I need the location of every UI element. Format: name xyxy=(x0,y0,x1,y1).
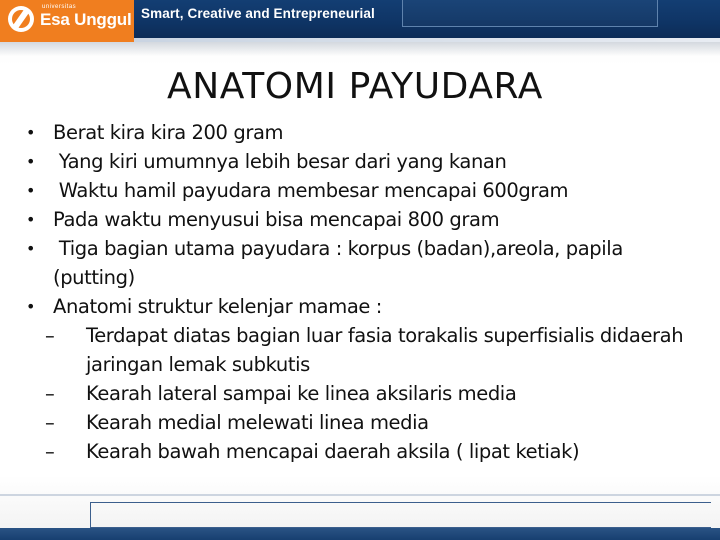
footer-bar xyxy=(0,528,720,540)
logo xyxy=(0,0,134,38)
dash-icon: – xyxy=(45,440,55,463)
bullet-item xyxy=(24,118,696,147)
bullet-item xyxy=(24,234,696,292)
sub-bullet-text: Kearah medial melewati linea media xyxy=(86,411,429,434)
sub-bullet-list xyxy=(45,321,696,466)
bullet-icon: • xyxy=(26,123,36,142)
header-band xyxy=(0,0,720,38)
bullet-item xyxy=(24,147,696,176)
bullet-icon: • xyxy=(26,297,36,316)
bullet-icon: • xyxy=(26,152,36,171)
bullet-item xyxy=(24,176,696,205)
footer-line xyxy=(0,494,720,496)
bullet-text: Anatomi struktur kelenjar mamae : xyxy=(53,295,382,318)
bullet-text: Tiga bagian utama payudara : korpus (badan),areola, papila (putting) xyxy=(53,237,629,289)
sub-bullet-text: Kearah lateral sampai ke linea aksilaris media xyxy=(86,382,517,405)
sub-bullet-item xyxy=(45,321,696,379)
footer xyxy=(0,494,720,540)
bullet-item xyxy=(24,292,696,321)
logo-name: Esa Unggul xyxy=(40,10,132,29)
bullet-icon: • xyxy=(26,181,36,200)
logo-subtitle: universitas xyxy=(42,4,77,10)
slide-title: ANATOMI PAYUDARA xyxy=(167,66,543,107)
footer-frame xyxy=(90,502,711,528)
bullet-icon: • xyxy=(26,210,36,229)
bullet-text: Pada waktu menyusui bisa mencapai 800 gram xyxy=(53,208,500,231)
tagline: Smart, Creative and Entrepreneurial xyxy=(141,6,375,21)
bullet-text: Berat kira kira 200 gram xyxy=(53,121,284,144)
sub-bullet-text: Kearah bawah mencapai daerah aksila ( lipat ketiak) xyxy=(86,440,580,463)
bullet-icon: • xyxy=(26,239,36,258)
sub-bullet-item xyxy=(45,379,696,408)
dash-icon: – xyxy=(45,411,55,434)
bullet-text: Yang kiri umumnya lebih besar dari yang kanan xyxy=(53,150,507,173)
header-shadow xyxy=(0,42,720,56)
dash-icon: – xyxy=(45,382,55,405)
dash-icon: – xyxy=(45,324,55,347)
bullet-list xyxy=(24,118,696,466)
bullet-item xyxy=(24,205,696,234)
sub-bullet-item xyxy=(45,408,696,437)
sub-bullet-text: Terdapat diatas bagian luar fasia torakalis superfisialis didaerah jaringan lemak subkutis xyxy=(86,324,684,376)
sub-bullet-item xyxy=(45,437,696,466)
header-frame xyxy=(402,0,658,27)
esa-unggul-logo-icon xyxy=(8,6,34,32)
bullet-text: Waktu hamil payudara membesar mencapai 600gram xyxy=(53,179,569,202)
